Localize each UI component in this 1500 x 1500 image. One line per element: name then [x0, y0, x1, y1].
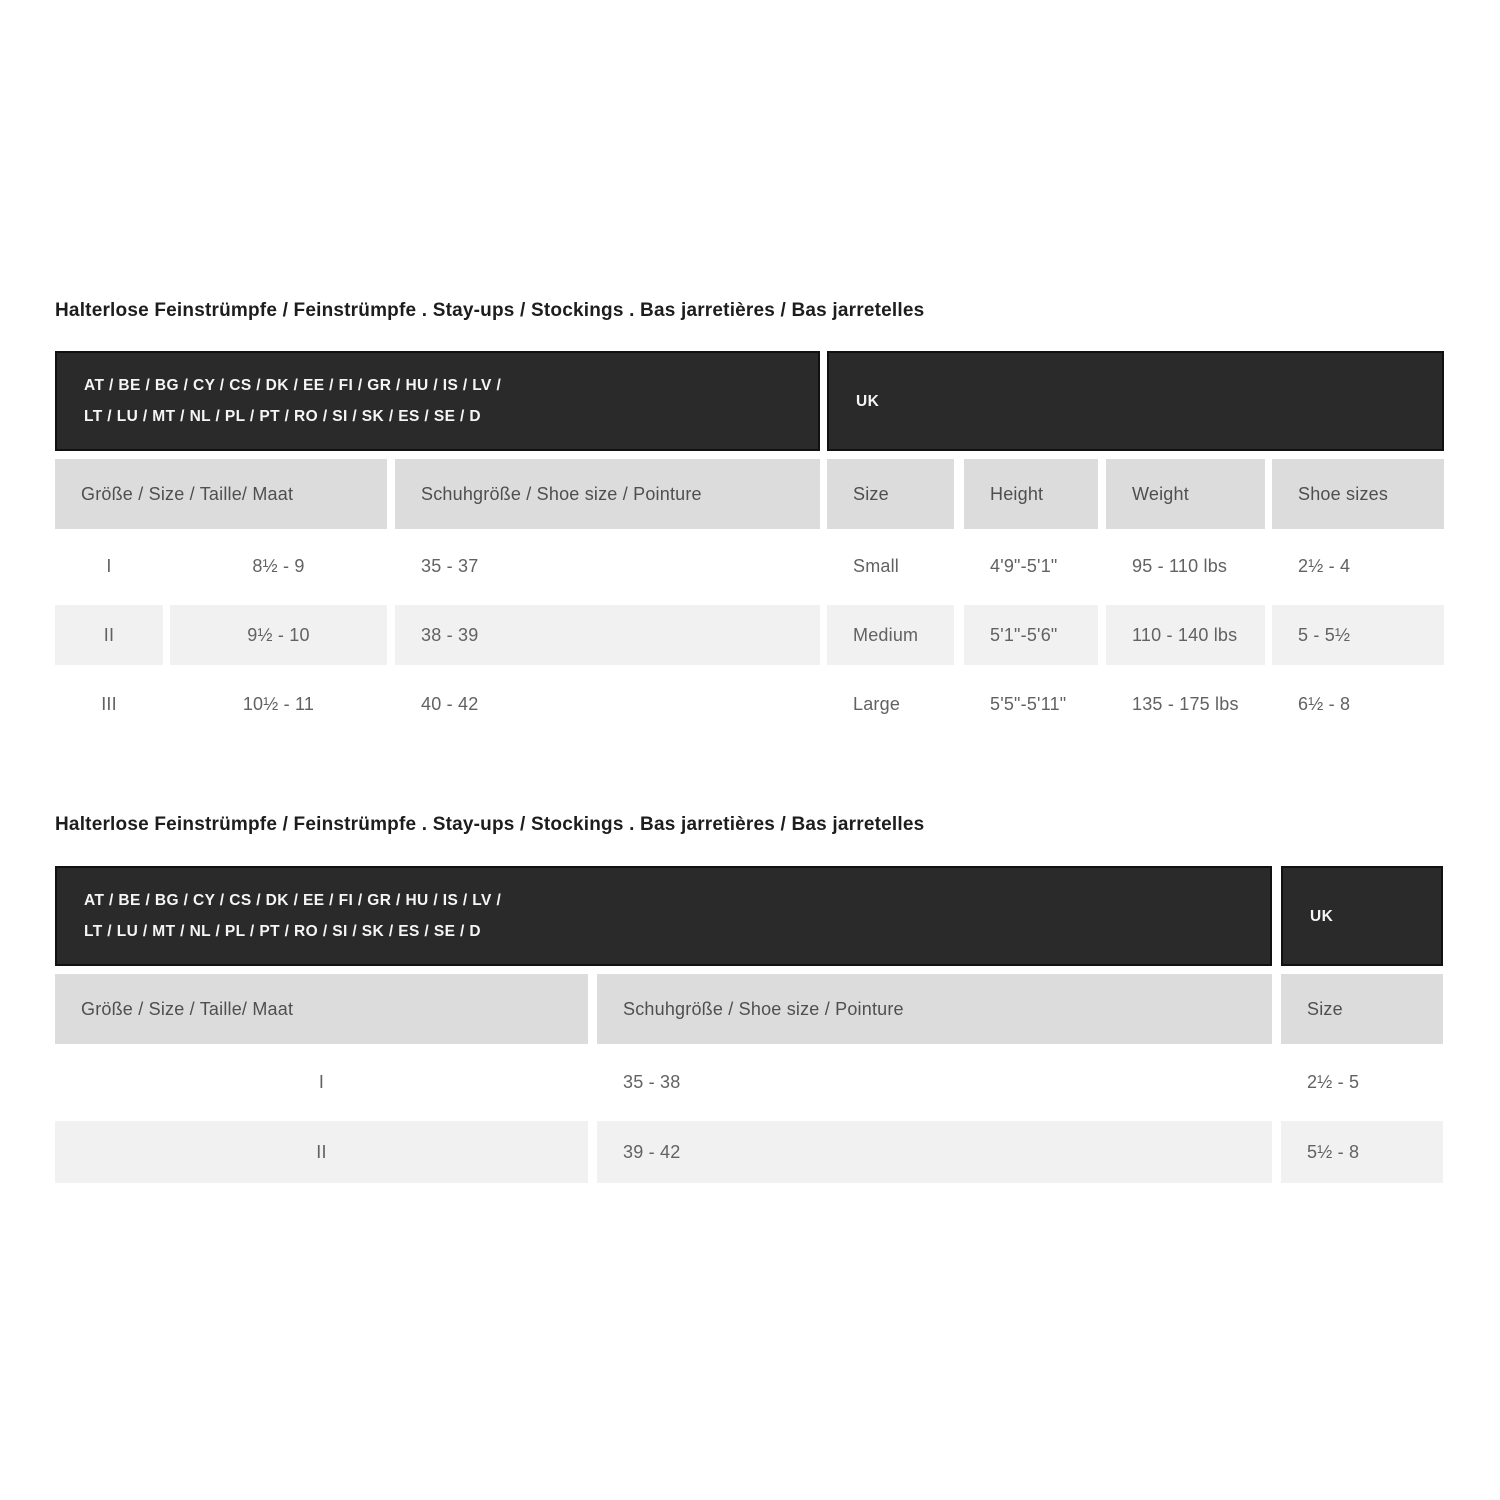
size-chart-content [55, 299, 1444, 1183]
table2-title: Halterlose Feinstrümpfe / Feinstrümpfe . Stay-ups / Stockings . Bas jarretières / Bas jarretelles [55, 814, 925, 835]
table2-col-size: Größe / Size / Taille/ Maat [55, 974, 588, 1044]
table1-row3-size: 10½ - 11 [242, 693, 315, 714]
table1-col-shoe-size: Schuhgröße / Shoe size / Pointure [395, 459, 820, 529]
table1-uk-header-label: UK [856, 392, 880, 410]
table1-row1-size: 8½ - 9 [252, 555, 305, 576]
table2-row1-numeral: I [318, 1071, 325, 1092]
table1-uk-header [827, 351, 1444, 451]
table2-eu-countries-line1: AT / BE / BG / CY / CS / DK / EE / FI / GR / HU / IS / LV / [84, 892, 502, 909]
table1-row1-shoe: 35 - 37 [421, 555, 479, 576]
table-row [55, 672, 1444, 736]
table1-row2-size: 9½ - 10 [170, 605, 387, 665]
table1-col-height: Height [964, 459, 1098, 529]
table1-row3-numeral: III [101, 693, 117, 714]
table2 [55, 866, 1444, 1183]
table2-row1-shoe: 35 - 38 [623, 1071, 681, 1092]
table1-eu-countries-header [55, 351, 820, 451]
table2-uk-header [1281, 866, 1443, 966]
table2-col-shoe-size: Schuhgröße / Shoe size / Pointure [597, 974, 1272, 1044]
table2-row2-numeral: II [55, 1121, 588, 1183]
table-row [55, 605, 1444, 665]
table2-column-header-row [55, 974, 1444, 1044]
table1-row2-height: 5'1"-5'6" [964, 605, 1098, 665]
table2-row2-uk-shoe: 5½ - 8 [1281, 1121, 1443, 1183]
table1-row2-uk-size: Medium [827, 605, 954, 665]
table1-column-header-row [55, 459, 1444, 529]
table1-row1-weight: 95 - 110 lbs [1132, 555, 1228, 576]
table1-eu-countries-line1: AT / BE / BG / CY / CS / DK / EE / FI / GR / HU / IS / LV / [84, 377, 502, 394]
table2-uk-header-label: UK [1310, 907, 1334, 925]
table1-row1-uk-size: Small [853, 555, 900, 576]
table1-row3-shoe: 40 - 42 [421, 693, 479, 714]
table-row [55, 1121, 1444, 1183]
table1-eu-countries-line2: LT / LU / MT / NL / PL / PT / RO / SI / SK / ES / SE / D [84, 408, 482, 425]
table1-row1-uk-shoe: 2½ - 4 [1298, 555, 1351, 576]
table2-row1-uk-shoe: 2½ - 5 [1307, 1071, 1360, 1092]
table1-col-uk-size: Size [827, 459, 954, 529]
table1-row1-height: 4'9"-5'1" [990, 555, 1058, 576]
table1-row2-weight: 110 - 140 lbs [1106, 605, 1265, 665]
table1-col-weight: Weight [1106, 459, 1265, 529]
table1-row2-shoe: 38 - 39 [395, 605, 820, 665]
table1-row3-height: 5'5"-5'11" [990, 693, 1067, 714]
table-row [55, 534, 1444, 598]
table1-row2-numeral: II [55, 605, 163, 665]
table1-row2-uk-shoe: 5 - 5½ [1272, 605, 1444, 665]
table2-eu-countries-line2: LT / LU / MT / NL / PL / PT / RO / SI / SK / ES / SE / D [84, 923, 482, 940]
table1-title: Halterlose Feinstrümpfe / Feinstrümpfe . Stay-ups / Stockings . Bas jarretières / Bas jarretelles [55, 300, 925, 321]
table2-row2-shoe: 39 - 42 [597, 1121, 1272, 1183]
table1-row3-uk-size: Large [853, 693, 901, 714]
table-row [55, 1049, 1444, 1115]
table1-col-uk-shoe-sizes: Shoe sizes [1272, 459, 1444, 529]
table1-region-header-row [55, 351, 1444, 451]
table1-row3-weight: 135 - 175 lbs [1132, 693, 1239, 714]
table2-region-header-row [55, 866, 1444, 966]
table2-eu-countries-header [55, 866, 1272, 966]
table1 [55, 351, 1444, 736]
table1-row3-uk-shoe: 6½ - 8 [1298, 693, 1351, 714]
table1-col-size: Größe / Size / Taille/ Maat [55, 459, 387, 529]
table1-row1-numeral: I [106, 555, 112, 576]
table2-col-uk-size: Size [1281, 974, 1443, 1044]
